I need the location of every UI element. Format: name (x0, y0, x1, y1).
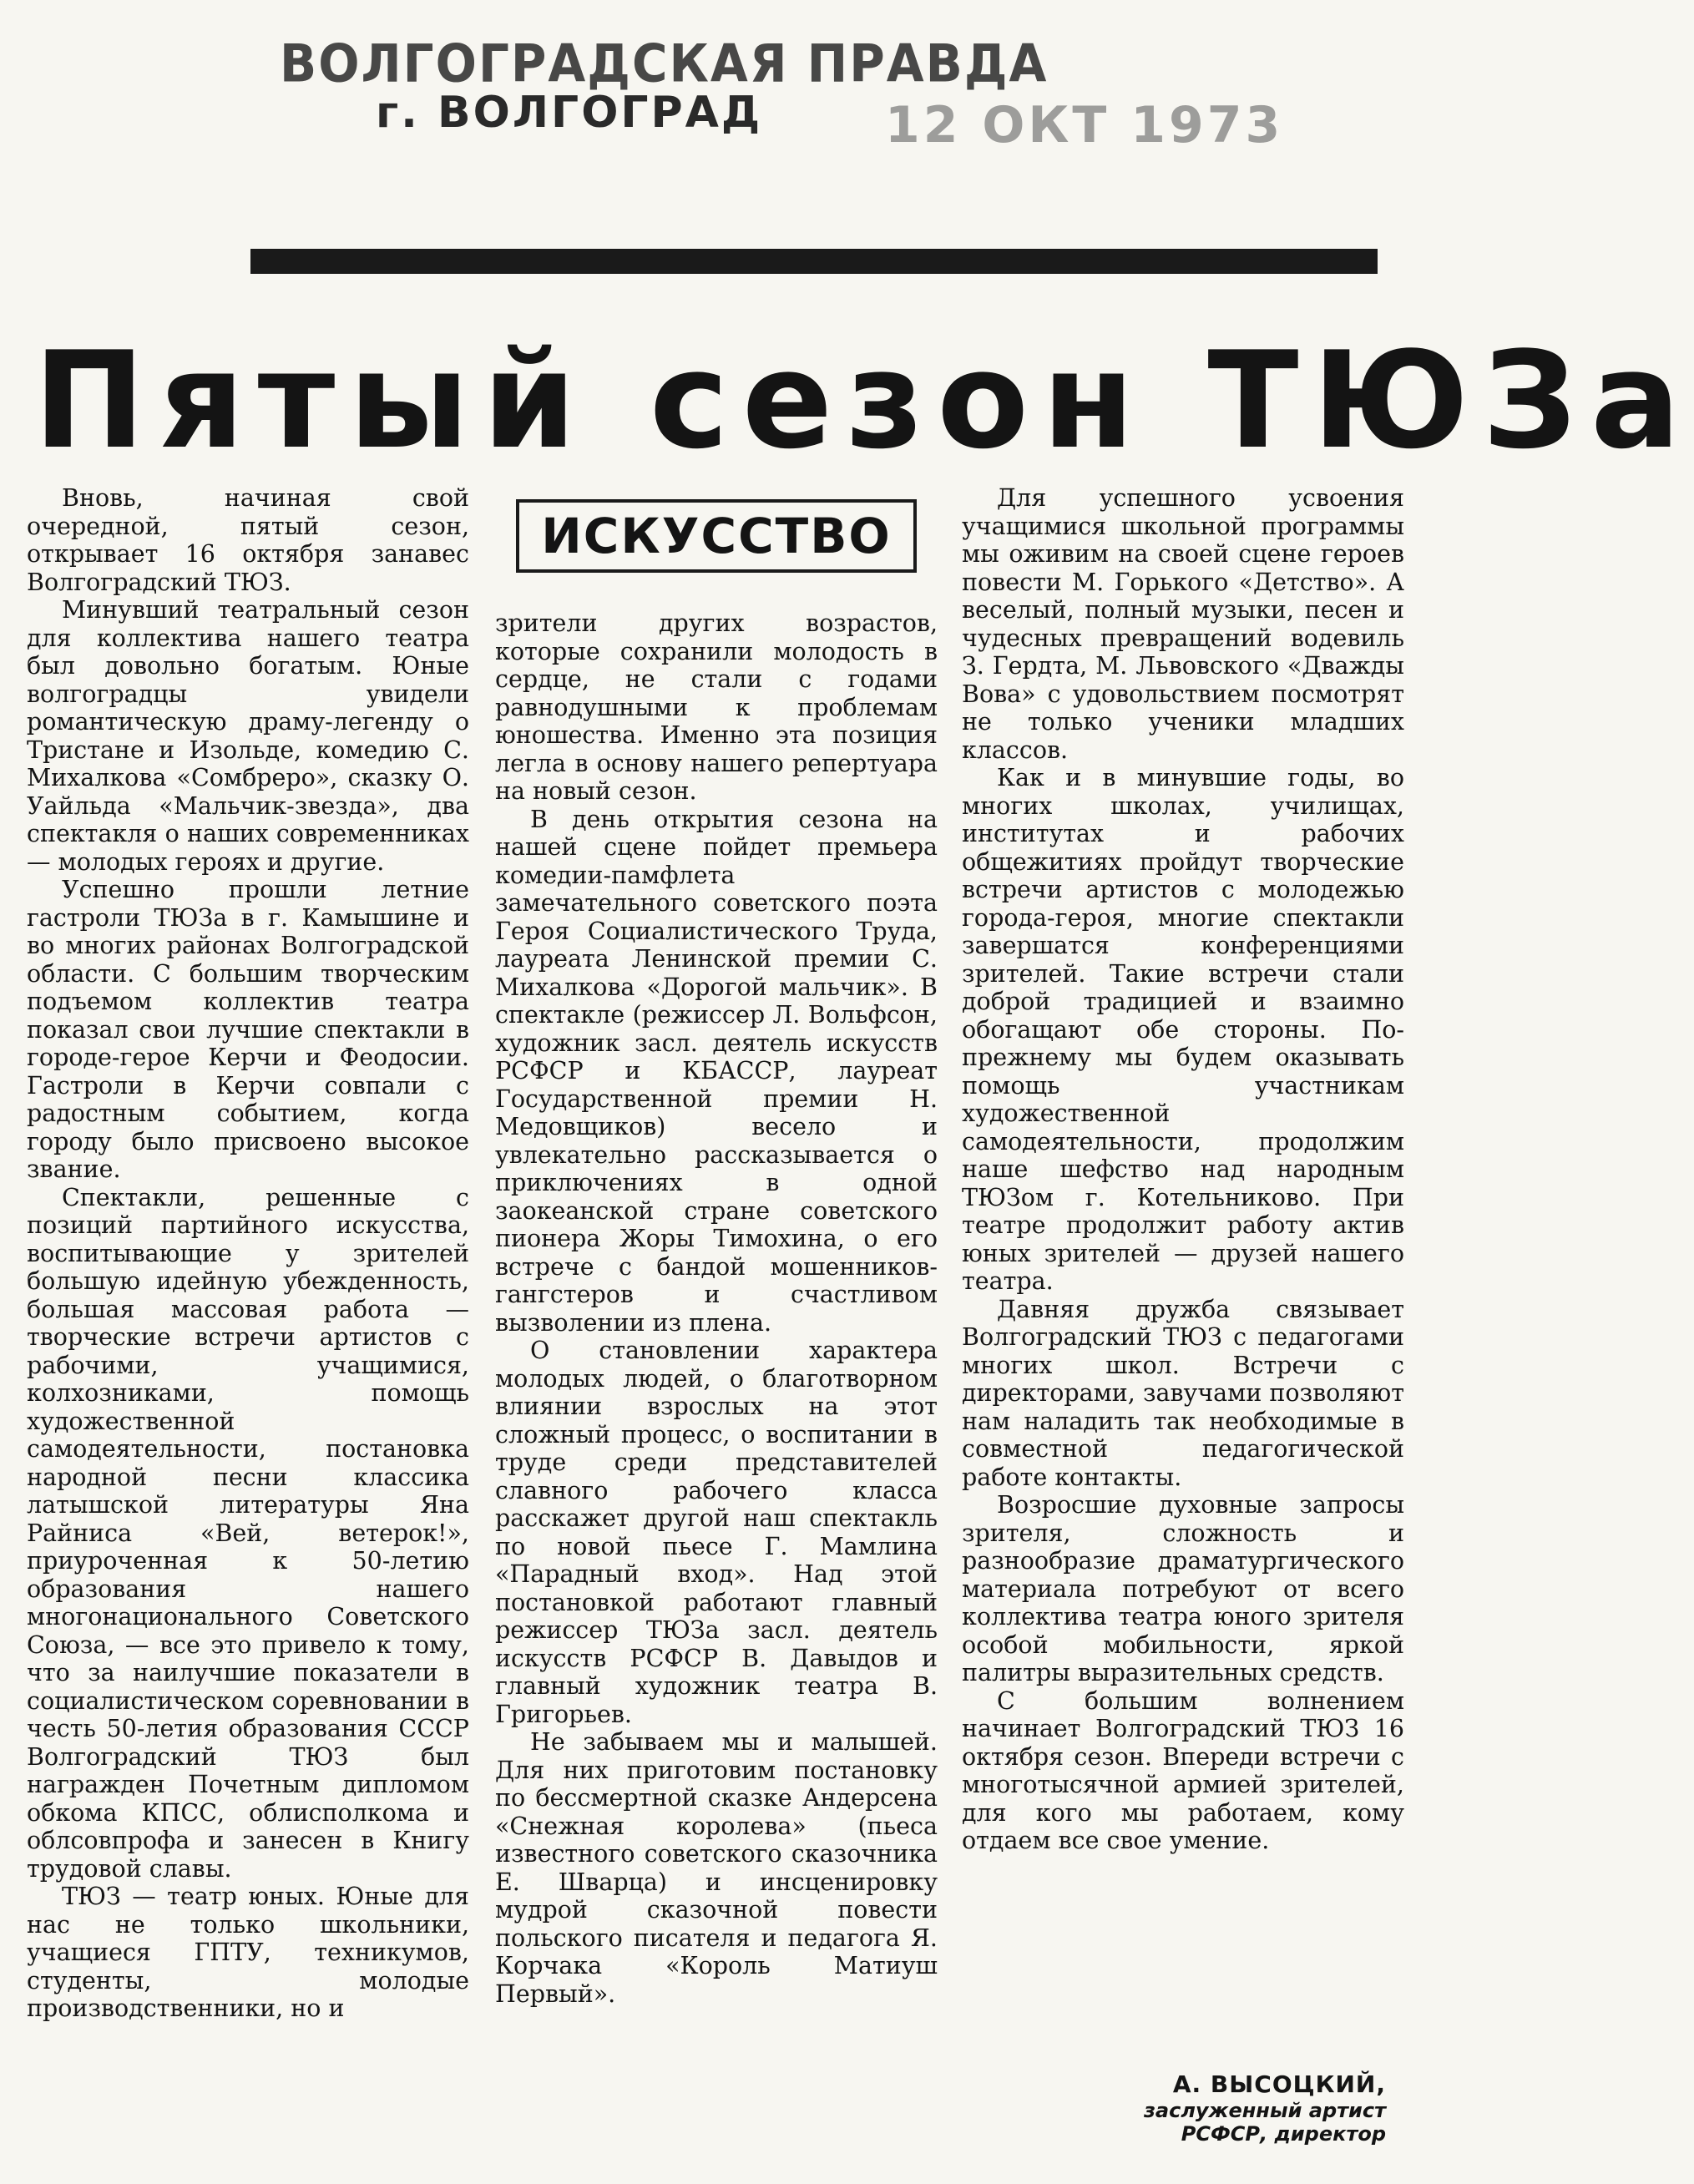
paragraph: Спектакли, решенные с позиций партийного искусства, воспитывающие у зрителей большую идейную убежденность, большая массовая работа — творческие встречи артистов с рабочими, учащимися, колхозниками, помощь художественной самодеятельности, постановка народной песни классика латышской литературы Яна Райниса «Вей, ветерок!», приуроченная к 50-летию образования нашего многонационального Советского Союза, — все это привело к тому, что за наилучшие показатели в социалистическом соревновании в честь 50-летия образования СССР Волгоградский ТЮЗ был награжден Почетным дипломом обкома КПСС, облисполкома и облсовпрофа и занесен в Книгу трудовой славы. (27, 1183, 469, 1883)
paragraph: Давняя дружба связывает Волгоградский ТЮЗ с педагогами многих школ. Встречи с директорами, завучами позволяют нам наладить так необходимые в совместной педагогической работе контакты. (962, 1295, 1404, 1491)
paragraph: Успешно прошли летние гастроли ТЮЗа в г. Камышине и во многих районах Волгоградской области. С большим творческим подъемом коллектив театра показал свои лучшие спектакли в городе-герое Керчи и Феодосии. Гастроли в Керчи совпали с радостным событием, когда городу было присвоено высокое звание. (27, 876, 469, 1183)
newspaper-name-stamp: ВОЛГОГРАДСКАЯ ПРАВДА (280, 33, 1049, 94)
author-name: А. ВЫСОЦКИЙ, (1172, 2070, 1386, 2098)
author-title: заслуженный артист (1143, 2099, 1386, 2122)
date-stamp: 12 ОКТ 1973 (885, 96, 1284, 154)
article-column-2 (495, 609, 938, 2008)
section-rubric-box: ИСКУССТВО (516, 499, 917, 573)
paragraph: С большим волнением начинает Волгоградский ТЮЗ 16 октября сезон. Впереди встречи с многотысячной армией зрителей, для кого мы работаем, кому отдаем все свое умение. (962, 1686, 1404, 1854)
author-position: РСФСР, директор (1181, 2122, 1386, 2146)
paragraph: Как и в минувшие годы, во многих школах, училищах, институтах и рабочих общежитиях пройдут творческие встречи артистов с молодежью города-героя, многие спектакли завершатся конференциями зрителей. Такие встречи стали доброй традицией и взаимно обогащают обе стороны. По-прежнему мы будем оказывать помощь участникам художественной самодеятельности, продолжим наше шефство над народным ТЮЗом г. Котельниково. При театре продолжит работу актив юных зрителей — друзей нашего театра. (962, 764, 1404, 1295)
paragraph: Вновь, начиная свой очередной, пятый сезон, открывает 16 октября занавес Волгоградский ТЮЗ. (27, 484, 469, 596)
paragraph: Возросшие духовные запросы зрителя, сложность и разнообразие драматургического материала потребуют от всего коллектива театра юного зрителя особой мобильности, яркой палитры выразительных средств. (962, 1491, 1404, 1686)
paragraph: Минувший театральный сезон для коллектива нашего театра был довольно богатым. Юные волгоградцы увидели романтическую драму-легенду о Тристане и Изольде, комедию С. Михалкова «Сомбреро», сказку О. Уайльда «Мальчик-звезда», два спектакля о наших современниках — молодых героях и другие. (27, 596, 469, 876)
paragraph: О становлении характера молодых людей, о благотворном влиянии взрослых на этот сложный процесс, о воспитании в труде среди представителей славного рабочего класса расскажет другой наш спектакль по новой пьесе Г. Мамлина «Парадный вход». Над этой постановкой работают главный режиссер ТЮЗа засл. деятель искусств РСФСР В. Давыдов и главный художник театра В. Григорьев. (495, 1337, 938, 1728)
author-signature (1085, 2070, 1386, 2146)
city-stamp: г. ВОЛГОГРАД (376, 88, 763, 138)
paragraph: В день открытия сезона на нашей сцене пойдет премьера комедии-памфлета замечательного советского поэта Героя Социалистического Труда, лауреата Ленинской премии С. Михалкова «Дорогой мальчик». В спектакле (режиссер Л. Вольфсон, художник засл. деятель искусств РСФСР и КБАССР, лауреат Государственной премии Н. Медовщиков) весело и увлекательно рассказывается о приключениях в одной заокеанской стране советского пионера Жоры Тимохина, о его встрече с бандой мошенников-гангстеров и счастливом вызволении из плена. (495, 805, 938, 1337)
article-headline: Пятый сезон ТЮЗа (33, 322, 1694, 478)
paragraph: зрители других возрастов, которые сохранили молодость в сердце, не стали с годами равнодушными к проблемам юношества. Именно эта позиция легла в основу нашего репертуара на новый сезон. (495, 609, 938, 805)
paragraph: ТЮЗ — театр юных. Юные для нас не только школьники, учащиеся ГПТУ, техникумов, студенты, молодые производственники, но и (27, 1883, 469, 2022)
paragraph: Не забываем мы и малышей. Для них приготовим постановку по бессмертной сказке Андерсена «Снежная королева» (пьеса известного советского сказочника Е. Шварца) и инсценировку мудрой сказочной повести польского писателя и педагога Я. Корчака «Король Матиуш Первый». (495, 1728, 938, 2008)
article-column-1 (27, 484, 469, 2023)
header-rule (250, 249, 1378, 274)
paragraph: Для успешного усвоения учащимися школьной программы мы оживим на своей сцене героев повести М. Горького «Детство». А веселый, полный музыки, песен и чудесных превращений водевиль З. Гердта, М. Львовского «Дважды Вова» с удовольствием посмотрят не только ученики младших классов. (962, 484, 1404, 764)
article-column-3 (962, 484, 1404, 1855)
